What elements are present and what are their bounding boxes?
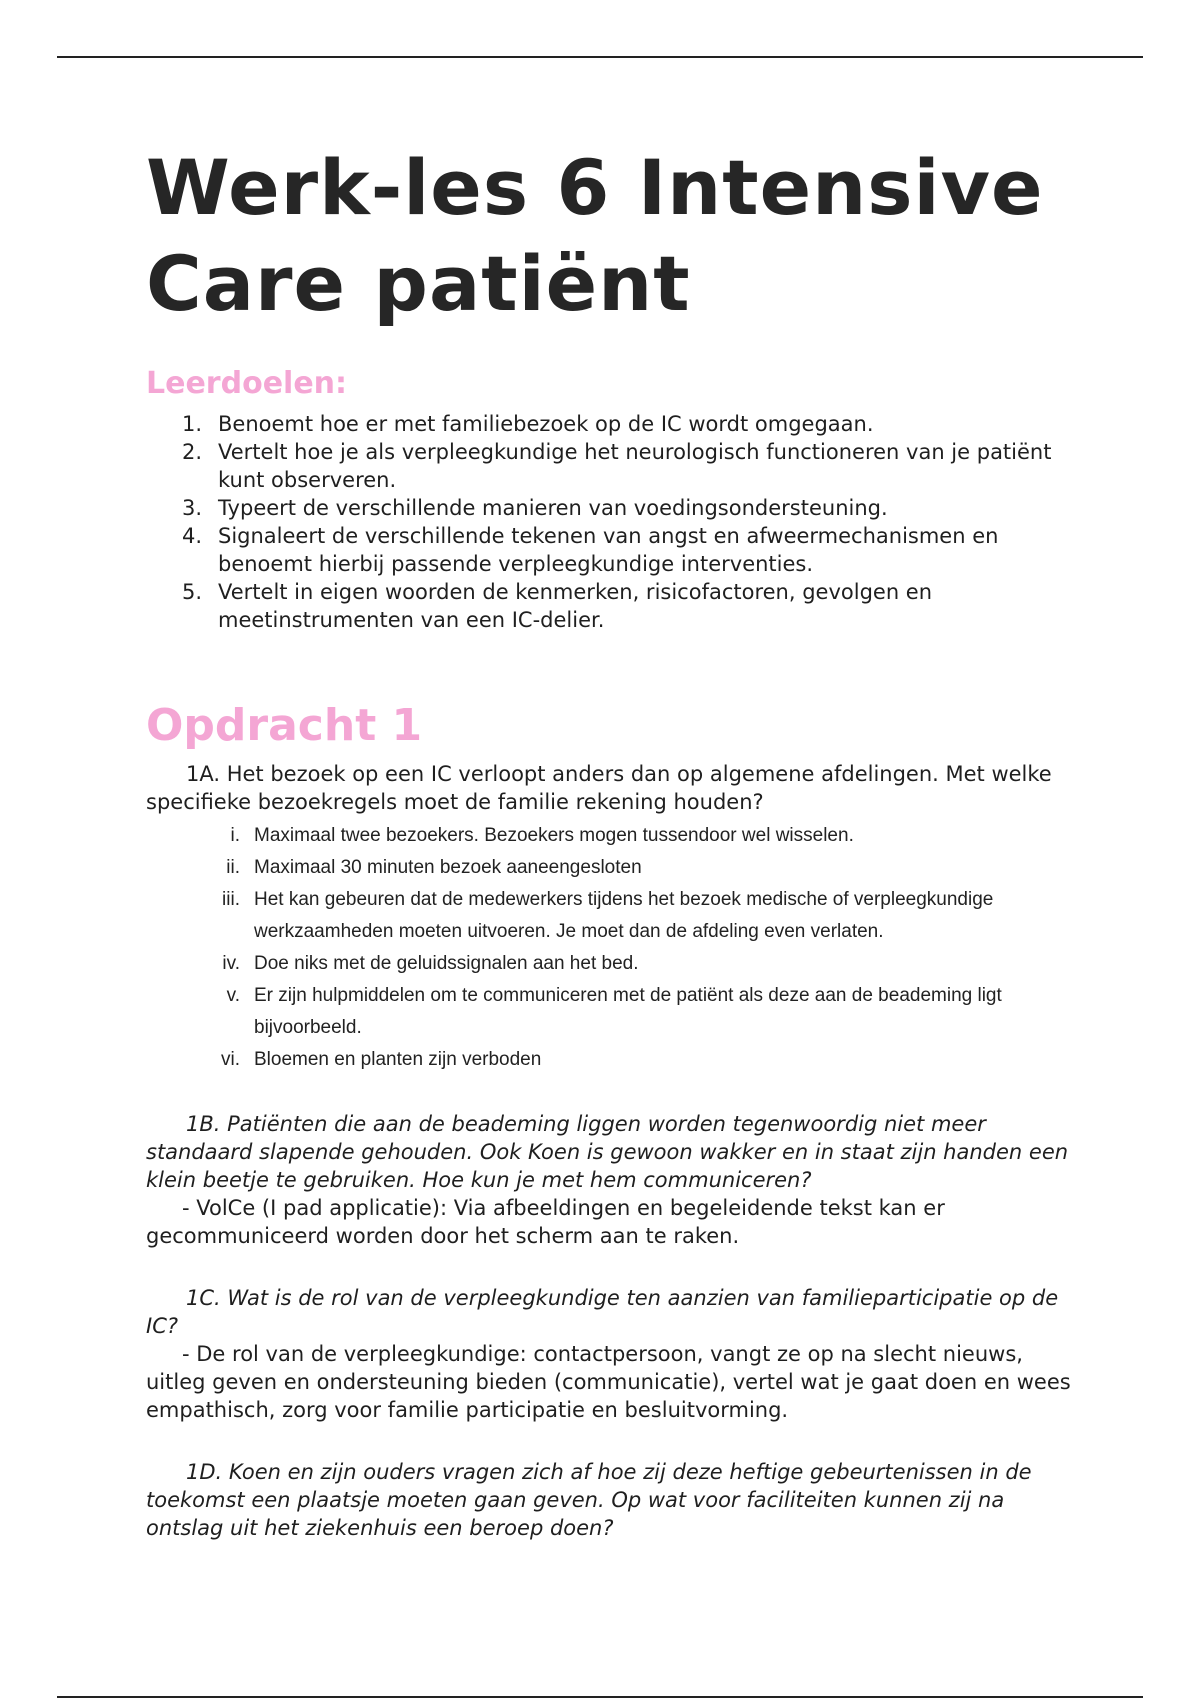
question-1b (146, 1110, 1086, 1194)
assignment-heading: Opdracht 1 (146, 700, 423, 751)
goal-number: 3. (182, 496, 203, 520)
goal-text: Signaleert de verschillende tekenen van angst en afweermechanismen en benoemt hierbij passende verpleegkundige interventies. (218, 524, 999, 576)
rule-number: ii. (226, 857, 240, 878)
question-1a (146, 760, 1086, 816)
answer-1b (146, 1194, 1086, 1250)
rule-text: Doe niks met de geluidssignalen aan het bed. (254, 953, 639, 974)
top-rule (57, 56, 1143, 58)
bottom-rule (57, 1696, 1143, 1698)
goal-number: 1. (182, 412, 203, 436)
goal-item (146, 410, 1086, 438)
goal-item (146, 438, 1086, 494)
goals-list (146, 410, 1086, 634)
rule-number: i. (230, 825, 240, 846)
visit-rule (146, 980, 1086, 1044)
question-1d-text: 1D. Koen en zijn ouders vragen zich af hoe zij deze heftige gebeurtenissen in de toekomst een plaatsje moeten gaan geven. Op wat voor faciliteiten kunnen zij na ontslag uit het ziekenhuis een beroep doen? (146, 1460, 1032, 1540)
question-1b-text: 1B. Patiënten die aan de beademing liggen worden tegenwoordig niet meer standaard slapende gehouden. Ook Koen is gewoon wakker en in staat zijn handen een klein beetje te gebruiken. Hoe kun je met hem communiceren? (146, 1112, 1069, 1192)
visit-rule (146, 1044, 1086, 1076)
question-1d-block (146, 1458, 1086, 1542)
goal-text: Benoemt hoe er met familiebezoek op de IC wordt omgegaan. (218, 412, 874, 436)
rule-number: iv. (222, 953, 240, 974)
rule-number: vi. (221, 1049, 240, 1070)
rule-text: Maximaal 30 minuten bezoek aaneengesloten (254, 857, 642, 878)
goal-item (146, 522, 1086, 578)
rule-text: Er zijn hulpmiddelen om te communiceren met de patiënt als deze aan de beademing ligt bijvoorbeeld. (254, 985, 1002, 1038)
question-1c-block (146, 1284, 1086, 1424)
question-1b-block (146, 1110, 1086, 1250)
answer-1c-text: - De rol van de verpleegkundige: contactpersoon, vangt ze op na slecht nieuws, uitleg geven en ondersteuning bieden (communicatie), vertel wat je gaat doen en wees empathisch, zorg voor familie participatie en besluitvorming. (146, 1342, 1071, 1422)
rule-number: iii. (222, 889, 240, 910)
visit-rules-list (146, 820, 1086, 1076)
answer-1b-text: - VolCe (I pad applicatie): Via afbeeldingen en begeleidende tekst kan er gecommuniceerd worden door het scherm aan te raken. (146, 1196, 945, 1248)
question-1a-text: 1A. Het bezoek op een IC verloopt anders dan op algemene afdelingen. Met welke specifieke bezoekregels moet de familie rekening houden? (146, 762, 1052, 814)
goal-text: Vertelt hoe je als verpleegkundige het neurologisch functioneren van je patiënt kunt observeren. (218, 440, 1052, 492)
goal-text: Vertelt in eigen woorden de kenmerken, risicofactoren, gevolgen en meetinstrumenten van een IC-delier. (218, 580, 933, 632)
goal-text: Typeert de verschillende manieren van voedingsondersteuning. (218, 496, 888, 520)
goals-heading: Leerdoelen: (146, 366, 348, 401)
goal-item (146, 578, 1086, 634)
visit-rule (146, 852, 1086, 884)
goal-number: 4. (182, 524, 203, 548)
page-title: Werk-les 6 Intensive Care patiënt (146, 143, 1044, 328)
goal-item (146, 494, 1086, 522)
visit-rule (146, 948, 1086, 980)
visit-rule (146, 820, 1086, 852)
goal-number: 2. (182, 440, 203, 464)
rule-text: Maximaal twee bezoekers. Bezoekers mogen tussendoor wel wisselen. (254, 825, 854, 846)
rule-text: Het kan gebeuren dat de medewerkers tijdens het bezoek medische of verpleegkundige werkzaamheden moeten uitvoeren. Je moet dan de afdeling even verlaten. (254, 889, 994, 942)
visit-rule (146, 884, 1086, 948)
rule-text: Bloemen en planten zijn verboden (254, 1049, 542, 1070)
rule-number: v. (226, 985, 240, 1006)
question-1d (146, 1458, 1086, 1542)
question-1c (146, 1284, 1086, 1340)
answer-1c (146, 1340, 1086, 1424)
question-1c-text: 1C. Wat is de rol van de verpleegkundige ten aanzien van familieparticipatie op de IC? (146, 1286, 1059, 1338)
goal-number: 5. (182, 580, 203, 604)
document-body (146, 140, 1086, 1542)
